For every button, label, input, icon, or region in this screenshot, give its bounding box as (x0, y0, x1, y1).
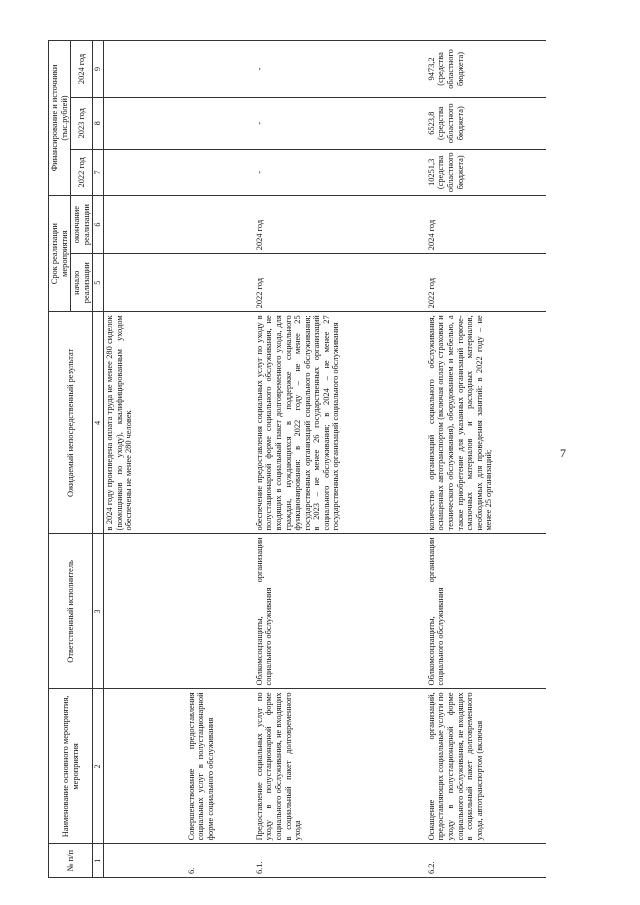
row-finance-2023: 6523,8 (средства областного бюджета) (426, 97, 546, 149)
col-number: 8 (93, 97, 104, 149)
row-executor (104, 534, 186, 689)
row-finance-2023 (186, 97, 254, 149)
header-term-end: окончание реализации (71, 196, 93, 254)
col-number: 4 (93, 312, 104, 534)
table-row (254, 41, 426, 878)
row-result: обеспечение предоставления социальных услуг по уходу в полустационарной форме социального обслуживания, не входящих в социальный пакет долговременного ухода, для граждан, нуждающихся в поддержке социального функционирования: в 2022 году – не менее 25 государственных организаций социального обслуживания; в 2023 – не менее 26 государственных организаций социального обслуживания; в 2024 – не менее 27 государственных организаций социального обслуживания (254, 312, 426, 534)
row-num (104, 844, 186, 878)
row-finance-2024: - (254, 41, 426, 98)
table-row (186, 41, 254, 878)
row-finance-2022 (186, 149, 254, 195)
row-end: 2024 год (426, 196, 546, 254)
row-result: количество организаций социального обслуживания, оснащенных автотранспортом (включая оплату страховки и технического обслуживания), оборудованием и мебелью, а также приобретение для указанных организаций горюче-смазочных материалов и расходных материалов, необходимых для проведения занятий: в 2022 году – не менее 25 организаций; (426, 312, 546, 534)
col-number: 2 (93, 689, 104, 844)
row-finance-2022: - (254, 149, 426, 195)
col-number: 6 (93, 196, 104, 254)
row-name: Совершенствование предоставления социальных услуг в полустационарной форме социального обслуживания (186, 689, 254, 844)
row-num: 6.2. (426, 844, 546, 878)
row-finance-2022 (104, 149, 186, 195)
col-number: 1 (93, 844, 104, 878)
table-row (104, 41, 186, 878)
header-num: № п/п (49, 844, 93, 878)
row-num: 6. (186, 844, 254, 878)
page-number: 7 (560, 446, 566, 460)
row-end (104, 196, 186, 254)
row-num: 6.1. (254, 844, 426, 878)
measures-table (48, 40, 546, 878)
header-year-2023: 2023 год (71, 97, 93, 149)
col-number: 9 (93, 41, 104, 98)
row-finance-2023: - (254, 97, 426, 149)
row-finance-2024: 9473,2 (средства областного бюджета) (426, 41, 546, 98)
row-executor: Облкомсоцзащиты, организации социального обслуживания (426, 534, 546, 689)
col-number: 7 (93, 149, 104, 195)
col-number: 5 (93, 254, 104, 312)
row-name: Предоставление социальных услуг по уходу в полустационарной форме социального обслуживания, не входящих в социальный пакет долговременного ухода (254, 689, 426, 844)
row-start (186, 254, 254, 312)
header-finance: Финансирование и источники (тыс.рублей) (49, 41, 71, 196)
row-name (104, 689, 186, 844)
row-end: 2024 год (254, 196, 426, 254)
row-result (186, 312, 254, 534)
header-term-start: начало реализации (71, 254, 93, 312)
row-result: в 2024 году произведена оплата труда не менее 280 сиделок (помощников по уходу), квалифицированным уходом обеспечены не менее 280 человек (104, 312, 186, 534)
table-row (426, 41, 546, 878)
row-name: Оснащение организаций, предоставляющих социальные услуги по уходу в полустационарной форме социального обслуживания, не входящих в социальный пакет долговременного ухода, автотранспортом (включая (426, 689, 546, 844)
row-start (104, 254, 186, 312)
row-executor: Облкомсоцзащиты, организации социального обслуживания (254, 534, 426, 689)
row-finance-2024 (104, 41, 186, 98)
column-number-row (93, 41, 104, 878)
row-executor (186, 534, 254, 689)
header-term: Срок реализации мероприятия (49, 196, 71, 312)
header-name: Наименование основного мероприятия, мероприятия (49, 689, 93, 844)
row-end (186, 196, 254, 254)
header-executor: Ответственный исполнитель (49, 534, 93, 689)
header-year-2024: 2024 год (71, 41, 93, 98)
header-year-2022: 2022 год (71, 149, 93, 195)
col-number: 3 (93, 534, 104, 689)
row-finance-2022: 10251,3 (средства областного бюджета) (426, 149, 546, 195)
row-start: 2022 год (254, 254, 426, 312)
row-finance-2023 (104, 97, 186, 149)
rotated-table-container (48, 40, 568, 878)
header-result: Ожидаемый непосредственный результат (49, 312, 93, 534)
row-start: 2022 год (426, 254, 546, 312)
row-finance-2024 (186, 41, 254, 98)
